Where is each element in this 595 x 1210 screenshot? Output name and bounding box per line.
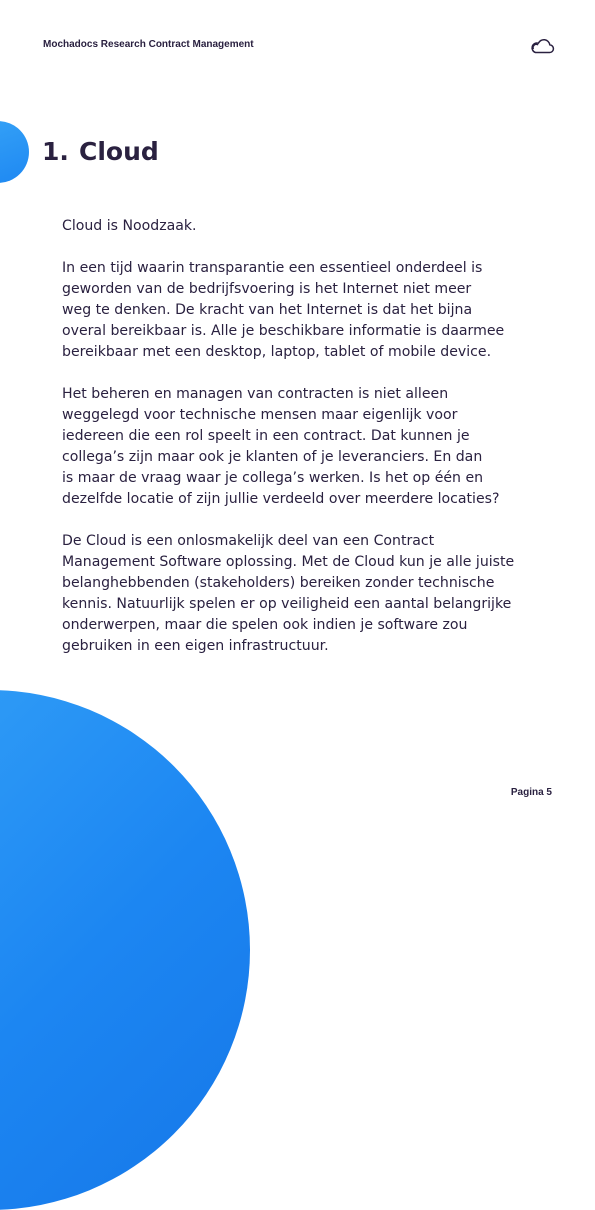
decorative-corner-circle [0, 690, 250, 1210]
paragraph-line: onderwerpen, maar die spelen ook indien je software zou [62, 617, 468, 633]
paragraph-line: weggelegd voor technische mensen maar eigenlijk voor [62, 407, 458, 423]
section-title: Cloud [79, 137, 159, 166]
paragraph-line: geworden van de bedrijfsvoering is het Internet niet meer [62, 281, 472, 297]
paragraph-line: weg te denken. De kracht van het Internet is dat het bijna [62, 302, 473, 318]
paragraph-line: iedereen die een rol speelt in een contract. Dat kunnen je [62, 428, 470, 444]
paragraph-intro [62, 216, 542, 237]
paragraph-line: dezelfde locatie of zijn jullie verdeeld over meerdere locaties? [62, 491, 500, 507]
section-heading [42, 134, 159, 170]
paragraph-line: gebruiken in een eigen infrastructuur. [62, 638, 329, 654]
paragraph-line: In een tijd waarin transparantie een essentieel onderdeel is [62, 260, 483, 276]
paragraph-cloud [62, 531, 542, 657]
body-text [62, 216, 542, 657]
paragraph-line: bereikbaar met een desktop, laptop, tablet of mobile device. [62, 344, 492, 360]
paragraph-internet [62, 258, 542, 363]
paragraph-line: De Cloud is een onlosmakelijk deel van een Contract [62, 533, 435, 549]
paragraph-line: overal bereikbaar is. Alle je beschikbare informatie is daarmee [62, 323, 505, 339]
paragraph-line: Cloud is Noodzaak. [62, 218, 197, 234]
paragraph-line: kennis. Natuurlijk spelen er op veiligheid een aantal belangrijke [62, 596, 512, 612]
document-header-title: Mochadocs Research Contract Management [43, 39, 254, 50]
paragraph-contracts [62, 384, 542, 510]
paragraph-line: Het beheren en managen van contracten is niet alleen [62, 386, 449, 402]
section-number: 1. [42, 137, 69, 166]
page-number: Pagina 5 [510, 787, 552, 798]
paragraph-line: Management Software oplossing. Met de Cloud kun je alle juiste [62, 554, 515, 570]
cloud-icon [529, 38, 555, 55]
paragraph-line: collega’s zijn maar ook je klanten of je leveranciers. En dan [62, 449, 483, 465]
decorative-side-circle [0, 121, 29, 183]
paragraph-line: belanghebbenden (stakeholders) bereiken zonder technische [62, 575, 495, 591]
paragraph-line: is maar de vraag waar je collega’s werken. Is het op één en [62, 470, 484, 486]
